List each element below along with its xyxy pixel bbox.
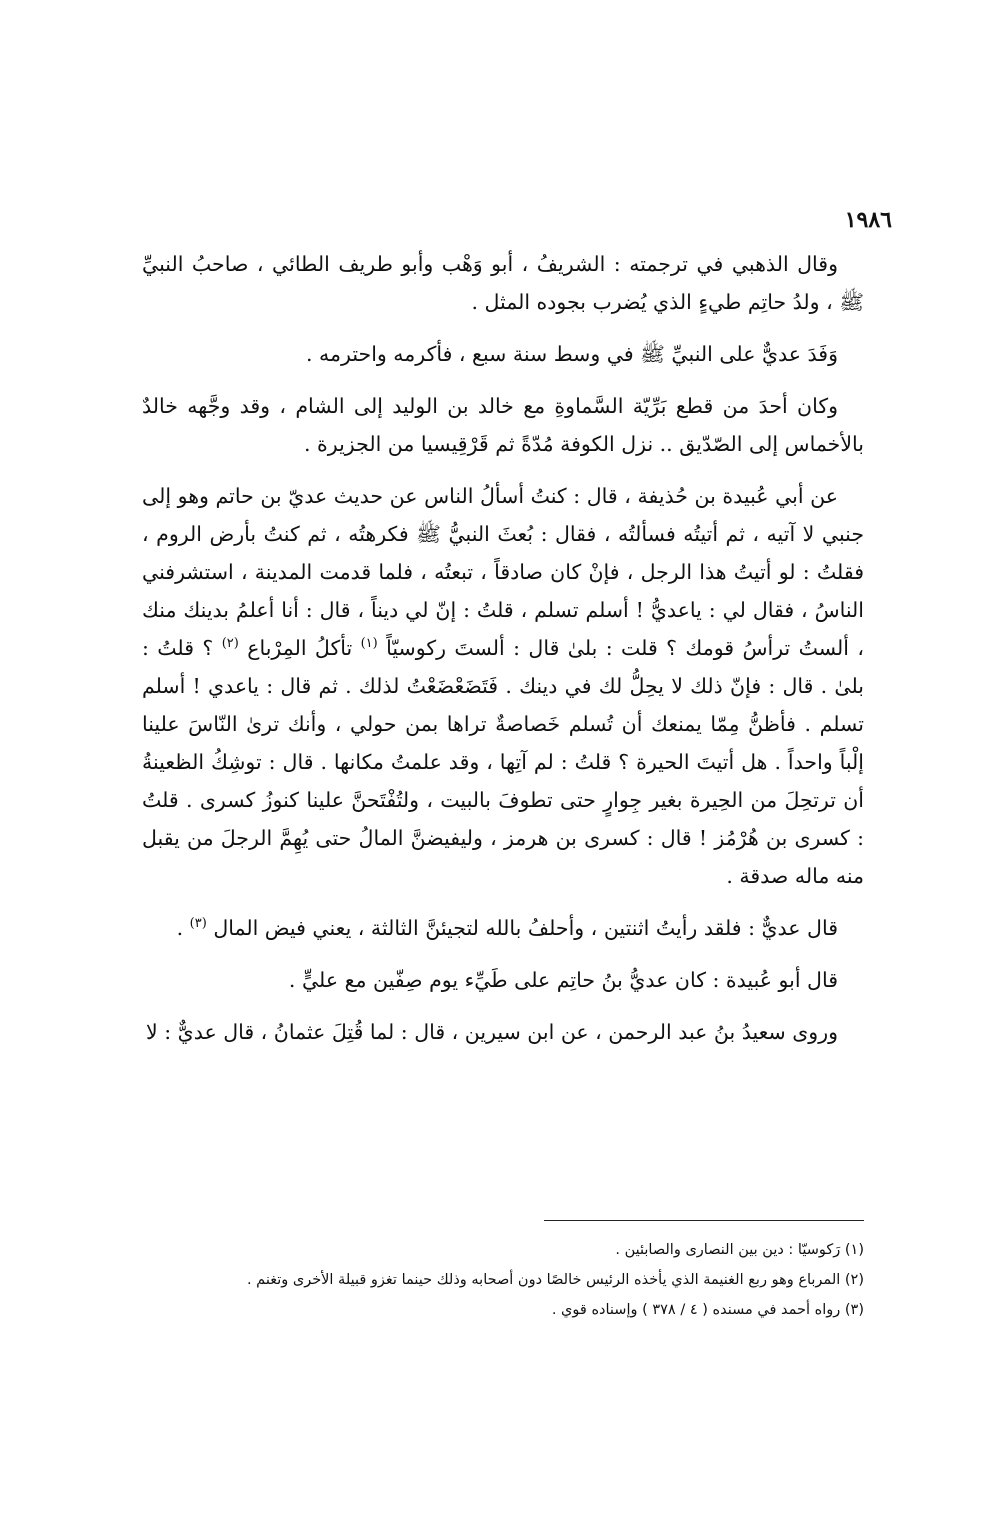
footnote-2: (٢) المرباع وهو ربع الغنيمة الذي يأخذه الرئيس خالصًا دون أصحابه وذلك حينما تغزو قبيلة الأخرى وتغنم .: [246, 1272, 864, 1288]
footnote-ref-2: (٢): [221, 636, 239, 652]
page-number: ١٩٨٦: [844, 207, 892, 233]
paragraph-samawa-crossing: وكان أحدَ من قطع بَرِّيّة السَّماوةِ مع خالد بن الوليد إلى الشام ، وقد وجَّهه خالدٌ بالأخماس إلى الصّدّيق .. نزل الكوفة مُدّةً ثم قَرْقِيسيا من الجزيرة .: [142, 394, 864, 456]
hadith-text-part3: ؟ قلتُ : بلىٰ . قال : فإنّ ذلك لا يحِلُّ لك في دينك . فَتَضَعْضَعْتُ لذلك . ثم قال : ياعدي ! أسلم تسلم . فأظنُّ مِمّا يمنعك أن تُسلم خَصاصةٌ تراها بمن حولي ، وأنك ترىٰ النّاسَ علينا إلْباً واحداً . هل أتيتَ الحيرة ؟ قلتُ : لم آتِها ، وقد علمتُ مكانها . قال : توشِكُ الظعينةُ أن ترتحِلَ من الحِيرة بغير جِوارٍ حتى تطوفَ بالبيت ، ولتُفْتَحنَّ علينا كنوزُ كسرى . قلتُ : كسرى بن هُرْمُز ! قال : كسرى بن هرمز ، وليفيضنَّ المالُ حتى يُهِمَّ الرجلَ من يقبل منه ماله صدقة .: [142, 636, 864, 888]
hadith-text-part1: عن أبي عُبيدة بن حُذيفة ، قال : كنتُ أسألُ الناس عن حديث عديّ بن حاتم وهو إلى جنبي لا آتيه ، ثم أتيتُه فسألتُه ، فقال : بُعثَ النبيُّ ﷺ فكرهتُه ، ثم كنتُ بأرض الروم ، فقلتُ : لو أتيتُ هذا الرجل ، فإنْ كان صادقاً ، تبعتُه ، فلما قدمت المدينة ، استشرفني الناسُ ، فقال لي : ياعديُّ ! أسلم تسلم ، قلتُ : إنّ لي ديناً ، قال : أنا أعلمُ بدينك منك ، ألستُ ترأسُ قومك ؟ قلت : بلىٰ قال : ألستَ ركوسيّاً: [142, 484, 864, 660]
paragraph-ibn-sirin: وروى سعيدُ بنُ عبد الرحمن ، عن ابن سيرين ، قال : لما قُتِلَ عثمانُ ، قال عديٌّ : لا: [146, 1020, 838, 1044]
footnotes: [142, 1235, 864, 1325]
footnote-3: (٣) رواه أحمد في مسنده ( ٤ / ٣٧٨ ) وإسناده قوي .: [551, 1302, 864, 1318]
main-text: [142, 245, 864, 1065]
paragraph-dhahabi-biography: وقال الذهبي في ترجمته : الشريفُ ، أبو وَهْب وأبو طريف الطائي ، صاحبُ النبيِّ ﷺ ، ولدُ حاتِم طيءٍ الذي يُضرب بجوده المثل .: [142, 252, 864, 314]
paragraph-hadith-abu-ubayda: [142, 477, 864, 895]
footnote-separator: [544, 1220, 864, 1221]
testimony-text: قال عديٌّ : فلقد رأيتُ اثنتين ، وأحلفُ بالله لتجيئنَّ الثالثة ، يعني فيض المال: [213, 916, 838, 940]
hadith-text-part2: تأكلُ المِرْباع: [247, 636, 353, 660]
footnote-ref-1: (١): [360, 636, 378, 652]
footnote-1: (١) رَكوسيّا : دين بين النصارى والصابئين .: [615, 1242, 864, 1258]
paragraph-siffin: قال أبو عُبيدة : كان عديُّ بنُ حاتِم على طَيِّء يوم صِفّين مع عليٍّ .: [288, 968, 838, 992]
footnote-ref-3: (٣): [189, 916, 207, 932]
testimony-end: .: [176, 916, 184, 940]
paragraph-delegation: وَفَدَ عديٌّ على النبيِّ ﷺ في وسط سنة سبع ، فأكرمه واحترمه .: [306, 342, 838, 366]
paragraph-adi-testimony: [142, 909, 864, 947]
